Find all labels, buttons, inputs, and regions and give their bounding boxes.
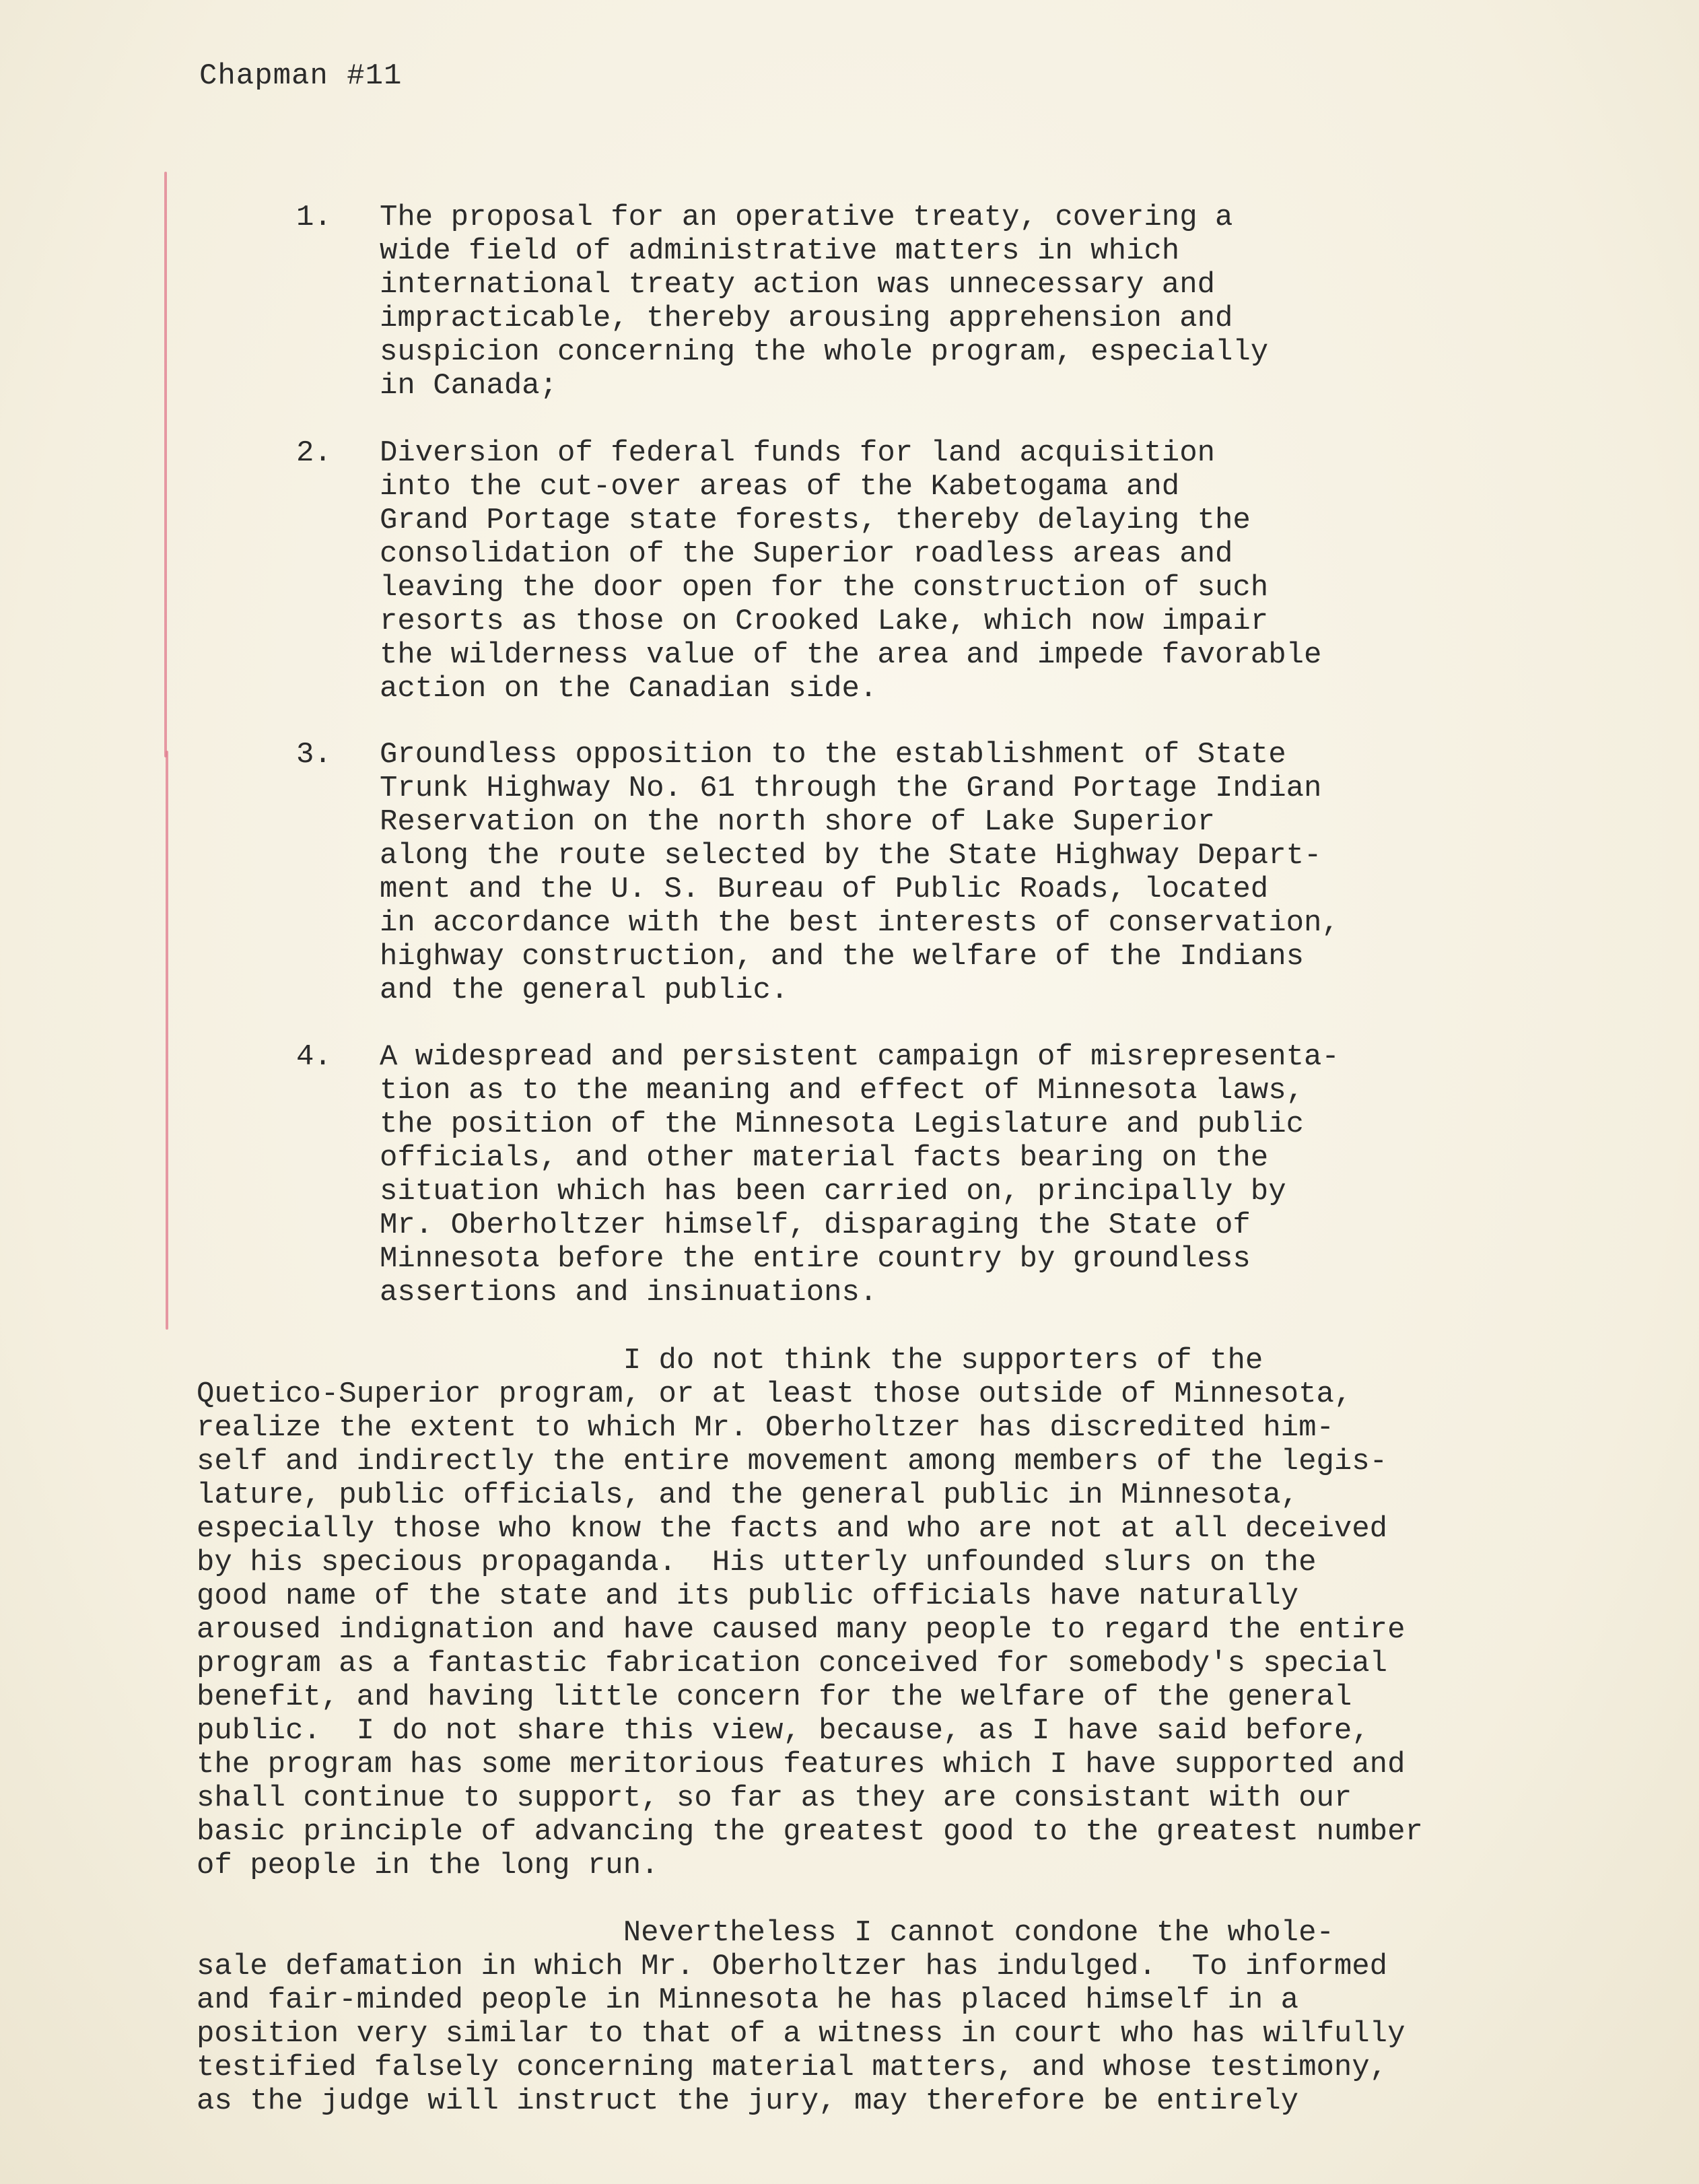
list-item-text: Groundless opposition to the establishment of State Trunk Highway No. 61 through the Grand Portage Indian Reservation on the north shore of Lake Superior along the route selected by the State Highway Depart- ment and the U. S. Bureau of Public Roads, located in accordance with the best interests of conservation, highway construction, and the welfare of the Indians and the general public. — [380, 738, 1340, 1007]
list-item-text: A widespread and persistent campaign of misrepresenta- tion as to the meaning and effect of Minnesota laws, the position of the Minnesota Legislature and public officials, and other material facts bearing on the situation which has been carried on, principally by Mr. Oberholtzer himself, disparaging the State of Minnesota before the entire country by groundless assertions and insinuations. — [380, 1040, 1340, 1309]
margin-pencil-mark — [166, 751, 168, 1330]
list-item-text: The proposal for an operative treaty, covering a wide field of administrative matters in which international treaty action was unnecessary and impracticable, thereby arousing apprehension and suspicion concerning the whole program, especially in Canada; — [380, 201, 1269, 403]
body-paragraph: I do not think the supporters of the Quetico-Superior program, or at least those outside of Minnesota, realize the extent to which Mr. Oberholtzer has discredited him- self and indirectly the entire movement among members of the legis- lature, public officials, and the general public in Minnesota, especially those who know the facts and who are not at all deceived by his specious propaganda. His utterly unfounded slurs on the good name of the state and its public officials have naturally aroused indignation and have caused many people to regard the entire program as a fantastic fabrication conceived for somebody's special benefit, and having little concern for the welfare of the general public. I do not share this view, because, as I have said before, the program has some meritorious features which I have supported and shall continue to support, so far as they are consistant with our basic principle of advancing the greatest good to the greatest number of people in the long run. — [197, 1344, 1423, 1882]
list-item-number: 1. — [296, 201, 332, 234]
list-item-number: 4. — [296, 1040, 332, 1074]
margin-pencil-mark — [164, 172, 167, 757]
list-item-number: 3. — [296, 738, 332, 772]
page-header: Chapman #11 — [199, 59, 403, 93]
list-item-text: Diversion of federal funds for land acquisition into the cut-over areas of the Kabetogama and Grand Portage state forests, thereby delaying the consolidation of the Superior roadless areas and leaving the door open for the construction of such resorts as those on Crooked Lake, which now impair the wilderness value of the area and impede favorable action on the Canadian side. — [380, 436, 1322, 706]
body-paragraph: Nevertheless I cannot condone the whole- sale defamation in which Mr. Oberholtzer has indulged. To informed and fair-minded people in Minnesota he has placed himself in a position very similar to that of a witness in court who has wilfully testified falsely concerning material matters, and whose testimony, as the judge will instruct the jury, may therefore be entirely — [197, 1916, 1406, 2118]
list-item-number: 2. — [296, 436, 332, 470]
